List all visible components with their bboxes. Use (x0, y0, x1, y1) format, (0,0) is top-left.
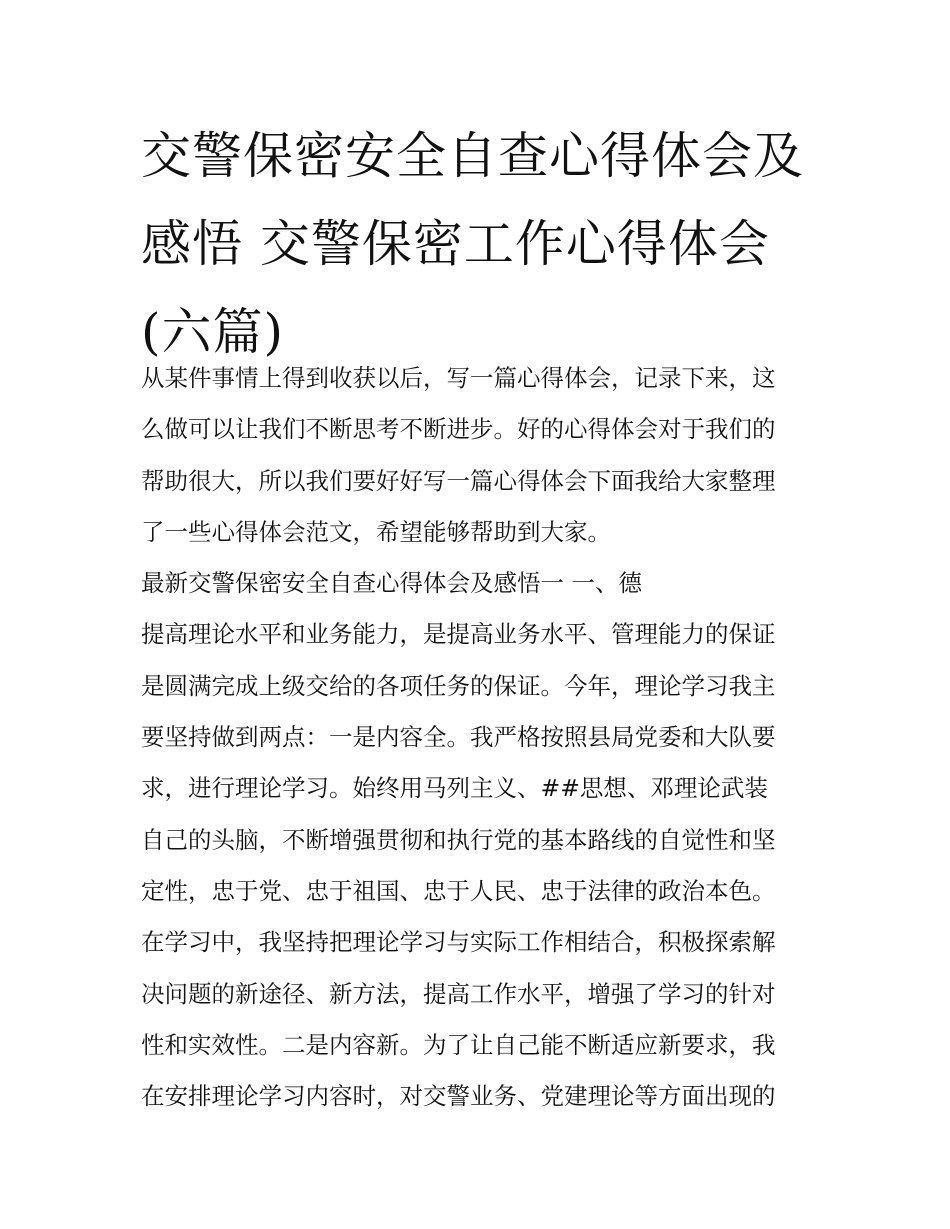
body-line: 性和实效性。二是内容新。为了让自己能不断适应新要求，我 (141, 1030, 776, 1059)
body-line: 么做可以让我们不断思考不断进步。好的心得体会对于我们的 (141, 415, 776, 444)
document-body (141, 353, 821, 1122)
document-title (141, 112, 821, 376)
title-line: (六篇) (141, 303, 285, 361)
body-line: 求，进行理论学习。始终用马列主义、##思想、邓理论武装 (141, 774, 768, 803)
section-heading-line: 最新交警保密安全自查心得体会及感悟一 一、德 (141, 569, 642, 598)
body-line: 自己的头脑，不断增强贯彻和执行党的基本路线的自觉性和坚 (141, 825, 776, 854)
body-line: 定性，忠于党、忠于祖国、忠于人民、忠于法律的政治本色。 (141, 876, 776, 905)
title-line: 感悟 交警保密工作心得体会 (141, 215, 770, 273)
body-line: 提高理论水平和业务能力，是提高业务水平、管理能力的保证 (141, 620, 776, 649)
body-line: 在学习中，我坚持把理论学习与实际工作相结合，积极探索解 (141, 928, 776, 957)
title-line: 交警保密安全自查心得体会及 (141, 127, 804, 185)
body-line: 帮助很大，所以我们要好好写一篇心得体会下面我给大家整理 (141, 466, 776, 495)
body-line: 从某件事情上得到收获以后，写一篇心得体会，记录下来，这 (141, 364, 776, 392)
body-line: 了一些心得体会范文，希望能够帮助到大家。 (141, 517, 611, 546)
body-line: 要坚持做到两点：一是内容全。我严格按照县局党委和大队要 (141, 723, 776, 752)
body-line: 决问题的新途径、新方法，提高工作水平，增强了学习的针对 (141, 979, 776, 1008)
body-line: 在安排理论学习内容时，对交警业务、党建理论等方面出现的 (141, 1082, 776, 1111)
body-line: 是圆满完成上级交给的各项任务的保证。今年，理论学习我主 (141, 671, 776, 700)
